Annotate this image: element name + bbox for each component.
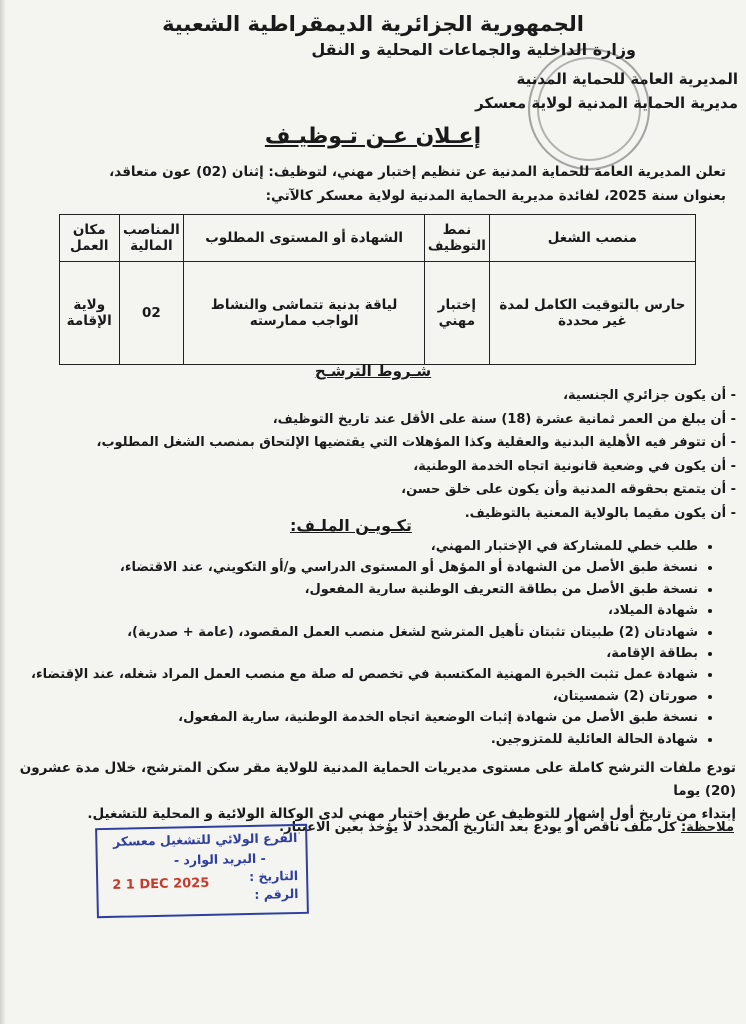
list-item: • نسخة طبق الأصل من بطاقة التعريف الوطنية سارية المفعول، — [18, 579, 698, 600]
deposit-line-2: إبتداء من تاريخ أول إشهار للتوظيف عن طريق إختبار مهني لدى الوكالة الولائية و المحلية للتشغيل. — [87, 806, 736, 822]
file-composition-title: تكـويـن الملـف: — [290, 516, 412, 535]
jobs-table — [59, 214, 696, 365]
cell-job-position: حارس بالتوقيت الكامل لمدة غير محددة — [489, 262, 695, 365]
list-item: - أن يكون في وضعية قانونية اتجاه الخدمة الوطنية، — [413, 458, 736, 474]
intro-paragraph — [16, 160, 726, 208]
list-item: • شهادة عمل تثبت الخبرة المهنية المكتسبة في تخصص له صلة مع منصب العمل المراد شغله، عند الإقتضاء، — [18, 664, 698, 685]
intro-line-2: بعنوان سنة 2025، لفائدة مديرية الحماية المدنية لولاية معسكر كالآتي: — [265, 188, 726, 204]
list-item: - أن تتوفر فيه الأهلية البدنية والعقلية وكذا المؤهلات التي يقتضيها الإلتحاق بمنصب الشغل المطلوب، — [96, 435, 736, 450]
received-mail-stamp — [95, 824, 309, 918]
paper-edge-shadow — [0, 0, 6, 1024]
note-label: ملاحظة: — [680, 820, 734, 835]
cell-work-place: ولاية الإقامة — [60, 262, 120, 365]
list-item: • طلب خطي للمشاركة في الإختبار المهني، — [18, 536, 698, 557]
cell-budget-positions: 02 — [119, 262, 184, 365]
header-work-place: مكان العمل — [60, 215, 120, 262]
deposit-line-1: تودع ملفات الترشح كاملة على مستوى مديريات الحماية المدنية للولاية مقر سكن المترشح، خلال مدة عشرون (20) يوما — [19, 760, 736, 799]
stamp-date-value: 2 1 DEC 2025 — [112, 875, 210, 893]
list-item: • نسخة طبق الأصل من شهادة إثبات الوضعية اتجاه الخدمة الوطنية، سارية المفعول، — [18, 707, 698, 728]
list-item: - أن يكون جزائري الجنسية، — [563, 388, 736, 403]
stamp-number-label: الرقم : — [254, 885, 299, 902]
header-job-position: منصب الشغل — [489, 215, 695, 262]
conditions-list — [16, 384, 736, 525]
note-text: كل ملف ناقص أو يودع بعد التاريخ المحدد لا يؤخذ بعين الاعتبار. — [279, 820, 677, 835]
list-item: • نسخة طبق الأصل من الشهادة أو المؤهل أو المستوى الدراسي و/أو التكويني، عند الاقتضاء، — [18, 557, 698, 578]
table-header-row — [60, 215, 696, 262]
table-row — [60, 262, 696, 365]
list-item: - أن يتمتع بحقوقه المدنية وأن يكون على خلق حسن، — [401, 482, 736, 497]
cell-recruitment-mode: إختبار مهني — [424, 262, 489, 365]
republic-header: الجمهورية الجزائرية الديمقراطية الشعبية — [162, 12, 584, 36]
directorate-wilaya-header: مديرية الحماية المدنية لولاية معسكر — [475, 94, 738, 112]
list-item: - أن يكون مقيما بالولاية المعنية بالتوظيف. — [464, 505, 736, 521]
ministry-header: وزارة الداخلية والجماعات المحلية و النقل — [311, 40, 636, 59]
list-item: • بطاقة الإقامة، — [18, 643, 698, 664]
cell-required-qualification: لياقة بدنية تتماشى والنشاط الواجب ممارسته — [184, 262, 425, 365]
list-item: • شهادة الحالة العائلية للمتزوجين. — [18, 729, 698, 750]
conditions-title: شـروط الترشـح — [314, 362, 432, 380]
stamp-date-label: التاريخ : — [248, 867, 299, 885]
stamp-mail-line: - البريد الوارد - — [173, 850, 266, 868]
directorate-general-header: المديرية العامة للحماية المدنية — [516, 70, 738, 88]
list-item: • شهادتان (2) طبيتان تثبتان تأهيل المترشح لشغل منصب العمل المقصود، (عامة + صدرية)، — [18, 622, 698, 643]
list-item: • شهادة الميلاد، — [18, 600, 698, 621]
header-recruitment-mode: نمط التوظيف — [424, 215, 489, 262]
deposit-paragraph — [10, 757, 736, 826]
list-item: • صورتان (2) شمسيتان، — [18, 686, 698, 707]
header-budget-positions: المناصب المالية — [119, 215, 184, 262]
header-required-qualification: الشهادة أو المستوى المطلوب — [184, 215, 425, 262]
stamp-office-line: الفرع الولائي للتشغيل معسكر — [112, 829, 298, 849]
file-composition-list — [18, 536, 716, 750]
intro-line-1: تعلن المديرية العامة للحماية المدنية عن تنظيم إختبار مهني، لتوظيف: إثنان (02) عون متعاقد، — [109, 164, 726, 180]
page-title: إعـلان عـن تـوظيـف — [264, 124, 482, 149]
list-item: - أن يبلغ من العمر ثمانية عشرة (18) سنة على الأقل عند تاريخ التوظيف، — [272, 411, 736, 427]
